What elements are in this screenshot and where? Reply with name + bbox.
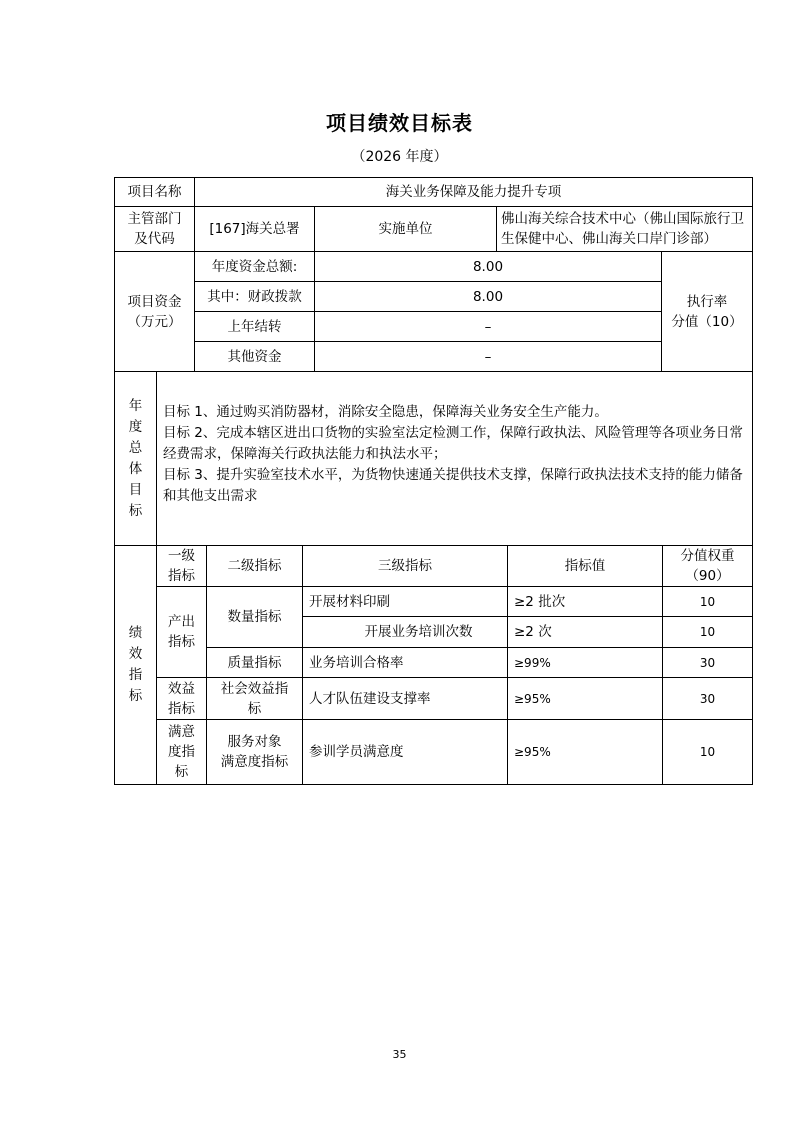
quantity-1-weight: 10 (662, 586, 753, 617)
output-label: 产出 指标 (156, 586, 207, 678)
goal-text (156, 371, 753, 546)
header-weight: 分值权重 （90） (662, 545, 753, 587)
impl-value: 佛山海关综合技术中心（佛山国际旅行卫生保健中心、佛山海关口岸门诊部） (496, 206, 753, 252)
fund-other-value: – (314, 341, 662, 372)
social-name: 人才队伍建设支撑率 (302, 677, 508, 720)
page-number: 35 (392, 1048, 407, 1061)
indicator-label: 绩 效 指 标 (114, 545, 157, 785)
fund-fiscal-value: 8.00 (314, 281, 662, 312)
quantity-2-value: ≥2 次 (507, 616, 663, 648)
quality-name: 业务培训合格率 (302, 647, 508, 678)
fund-carryover-value: – (314, 311, 662, 342)
quantity-2-weight: 10 (662, 616, 753, 648)
service-label: 服务对象 满意度指标 (206, 719, 303, 785)
service-name: 参训学员满意度 (302, 719, 508, 785)
benefit-label: 效益 指标 (156, 677, 207, 720)
project-name-label: 项目名称 (114, 177, 195, 207)
impl-label: 实施单位 (314, 206, 497, 252)
header-level3: 三级指标 (302, 545, 508, 587)
funds-label: 项目资金 （万元） (114, 251, 195, 372)
goal-item-2: 目标 2、完成本辖区进出口货物的实验室法定检测工作，保障行政执法、风险管理等各项业务日常经费需求，保障海关行政执法能力和执法水平； (163, 425, 743, 462)
fund-total-label: 年度资金总额: (194, 251, 315, 282)
project-name-value: 海关业务保障及能力提升专项 (194, 177, 753, 207)
page-subtitle: （2026 年度） (351, 149, 448, 165)
fund-fiscal-label: 其中：财政拨款 (194, 281, 315, 312)
social-label: 社会效益指 标 (206, 677, 303, 720)
social-value: ≥95% (507, 677, 663, 720)
goal-item-3: 目标 3、提升实验室技术水平，为货物快速通关提供技术支撑，保障行政执法技术支持的能力储备和其他支出需求 (163, 467, 743, 504)
header-level2: 二级指标 (206, 545, 303, 587)
quality-weight: 30 (662, 647, 753, 678)
exec-rate-label: 执行率 分值（10） (661, 251, 753, 372)
quality-label: 质量指标 (206, 647, 303, 678)
dept-value: [167]海关总署 (194, 206, 315, 252)
service-value: ≥95% (507, 719, 663, 785)
goal-item-1: 目标 1、通过购买消防器材，消除安全隐患，保障海关业务安全生产能力。 (163, 404, 608, 420)
quality-value: ≥99% (507, 647, 663, 678)
social-weight: 30 (662, 677, 753, 720)
quantity-label: 数量指标 (206, 586, 303, 648)
quantity-1-name: 开展材料印刷 (302, 586, 508, 617)
page-title: 项目绩效目标表 (326, 111, 473, 135)
header-level1: 一级 指标 (156, 545, 207, 587)
quantity-2-name: 开展业务培训次数 (302, 616, 508, 648)
goal-label: 年 度 总 体 目 标 (114, 371, 157, 546)
dept-label: 主管部门 及代码 (114, 206, 195, 252)
fund-carryover-label: 上年结转 (194, 311, 315, 342)
satisfaction-label: 满意 度指 标 (156, 719, 207, 785)
service-weight: 10 (662, 719, 753, 785)
fund-other-label: 其他资金 (194, 341, 315, 372)
header-value: 指标值 (507, 545, 663, 587)
quantity-1-value: ≥2 批次 (507, 586, 663, 617)
fund-total-value: 8.00 (314, 251, 662, 282)
